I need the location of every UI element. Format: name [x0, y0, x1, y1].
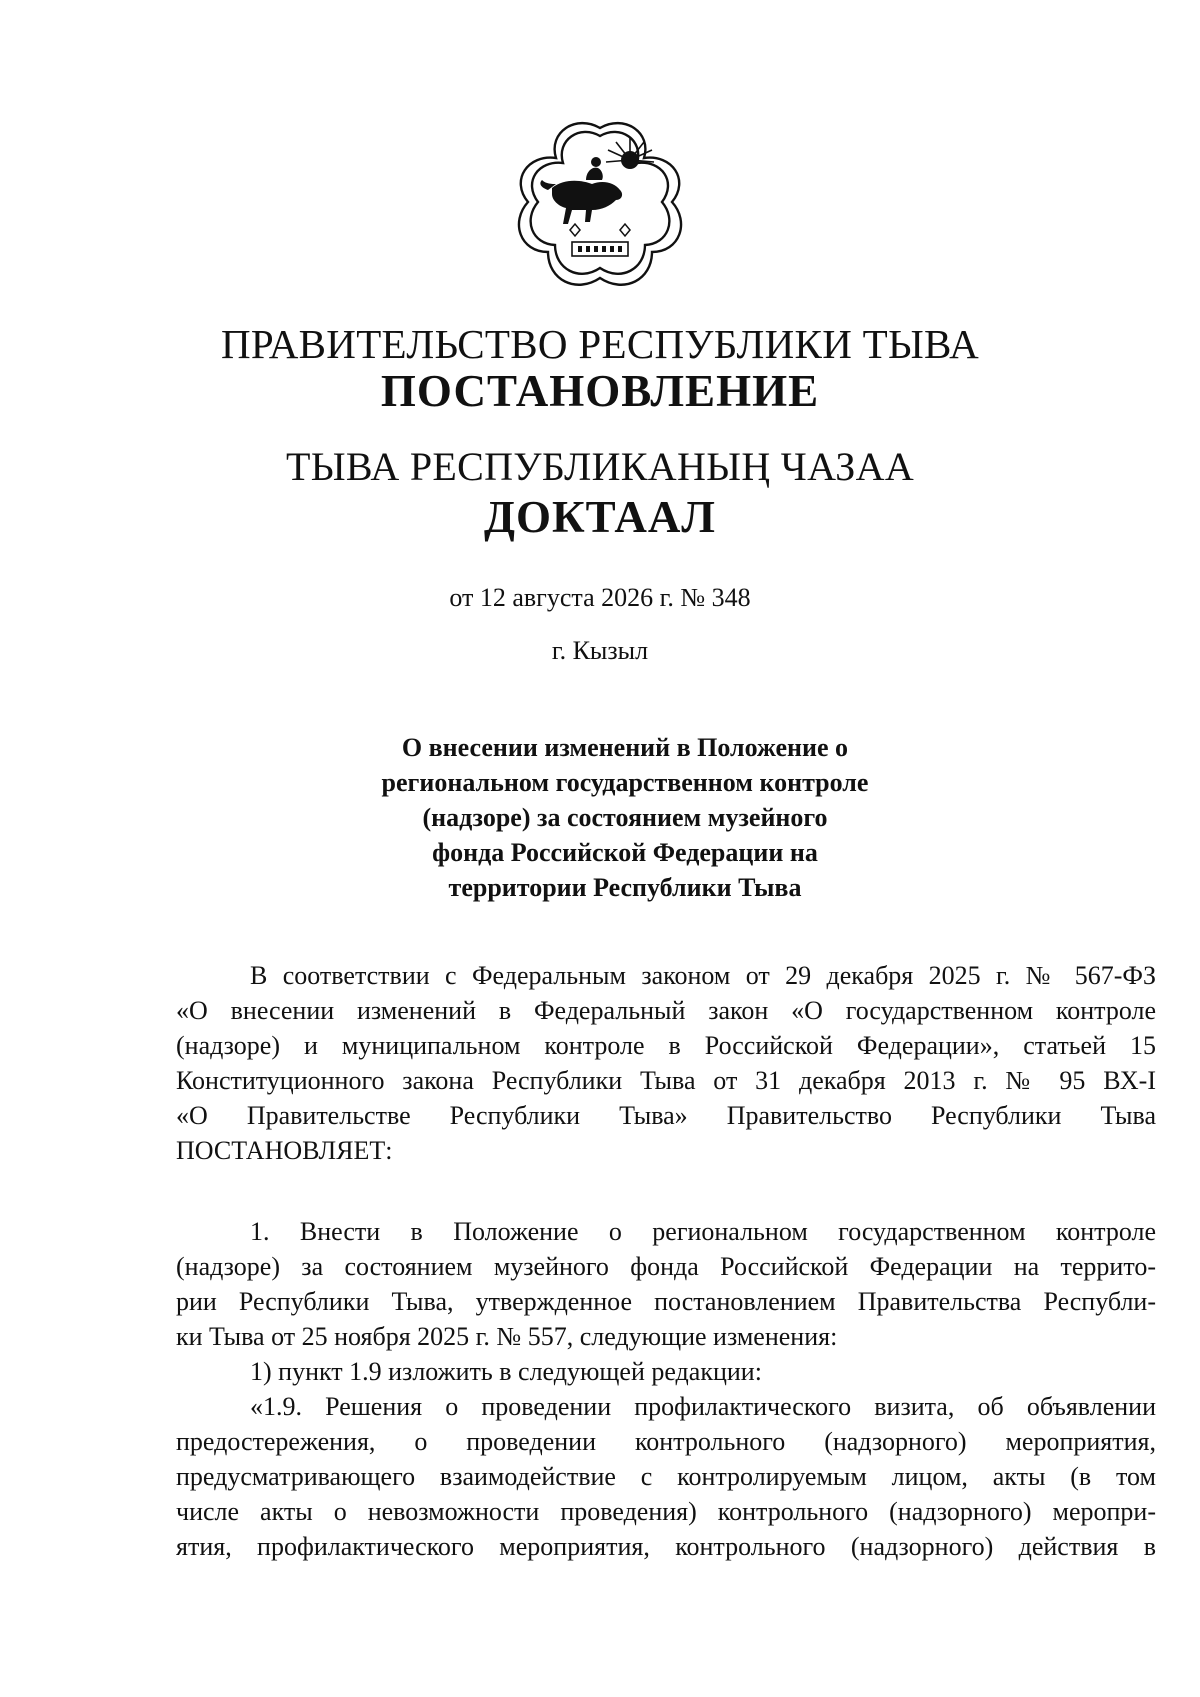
text-line: ятия, профилактического мероприятия, контрольного (надзорного) действия в — [176, 1532, 1156, 1561]
decree-city: г. Кызыл — [551, 636, 649, 665]
text-line: 1. Внести в Положение о региональном государственном контроле — [250, 1217, 1156, 1246]
text-line: В соответствии с Федеральным законом от 29 декабря 2025 г. № 567-ФЗ — [250, 961, 1156, 990]
decree-title-ru: ПОСТАНОВЛЕНИЕ — [380, 366, 820, 416]
text-line: (надзоре) за состоянием музейного фонда Российской Федерации на террито- — [176, 1252, 1156, 1281]
text-line: «1.9. Решения о проведении профилактического визита, об объявлении — [250, 1392, 1156, 1421]
decree-subject-title — [340, 730, 910, 905]
title-line: территории Республики Тыва — [448, 873, 802, 902]
text-line: ПОСТАНОВЛЯЕТ: — [176, 1136, 393, 1165]
text-line: «О Правительстве Республики Тыва» Правительство Республики Тыва — [176, 1101, 1156, 1130]
text-line: предусматривающего взаимодействие с контролируемым лицом, акты (в том — [176, 1462, 1156, 1491]
title-line: О внесении изменений в Положение о — [401, 733, 849, 762]
text-line: ки Тыва от 25 ноября 2025 г. № 557, следующие изменения: — [176, 1322, 838, 1351]
text-line: «О внесении изменений в Федеральный закон «О государственном контроле — [176, 996, 1156, 1025]
government-name-tv: ТЫВА РЕСПУБЛИКАНЫҢ ЧАЗАА — [285, 444, 915, 489]
text-line: 1) пункт 1.9 изложить в следующей редакции: — [250, 1357, 762, 1386]
text-line: рии Республики Тыва, утвержденное постановлением Правительства Республи- — [176, 1287, 1156, 1316]
text-line: числе акты о невозможности проведения) контрольного (надзорного) меропри- — [176, 1497, 1156, 1526]
text-line: предостережения, о проведении контрольного (надзорного) мероприятия, — [176, 1427, 1156, 1456]
title-line: региональном государственном контроле — [381, 768, 869, 797]
government-name-ru: ПРАВИТЕЛЬСТВО РЕСПУБЛИКИ ТЫВА — [220, 321, 980, 367]
preamble-paragraph — [176, 958, 1156, 1168]
title-line: фонда Российской Федерации на — [432, 838, 818, 867]
decree-title-tv: ДОКТААЛ — [484, 492, 716, 542]
text-line: Конституционного закона Республики Тыва от 31 декабря 2013 г. № 95 ВХ-I — [176, 1066, 1156, 1095]
decree-date-number: от 12 августа 2026 г. № 348 — [449, 583, 751, 612]
item-1-paragraph — [176, 1214, 1156, 1564]
text-line: (надзоре) и муниципальном контроле в Российской Федерации», статьей 15 — [176, 1031, 1156, 1060]
title-line: (надзоре) за состоянием музейного — [422, 803, 828, 832]
tuva-emblem-icon — [512, 118, 688, 294]
